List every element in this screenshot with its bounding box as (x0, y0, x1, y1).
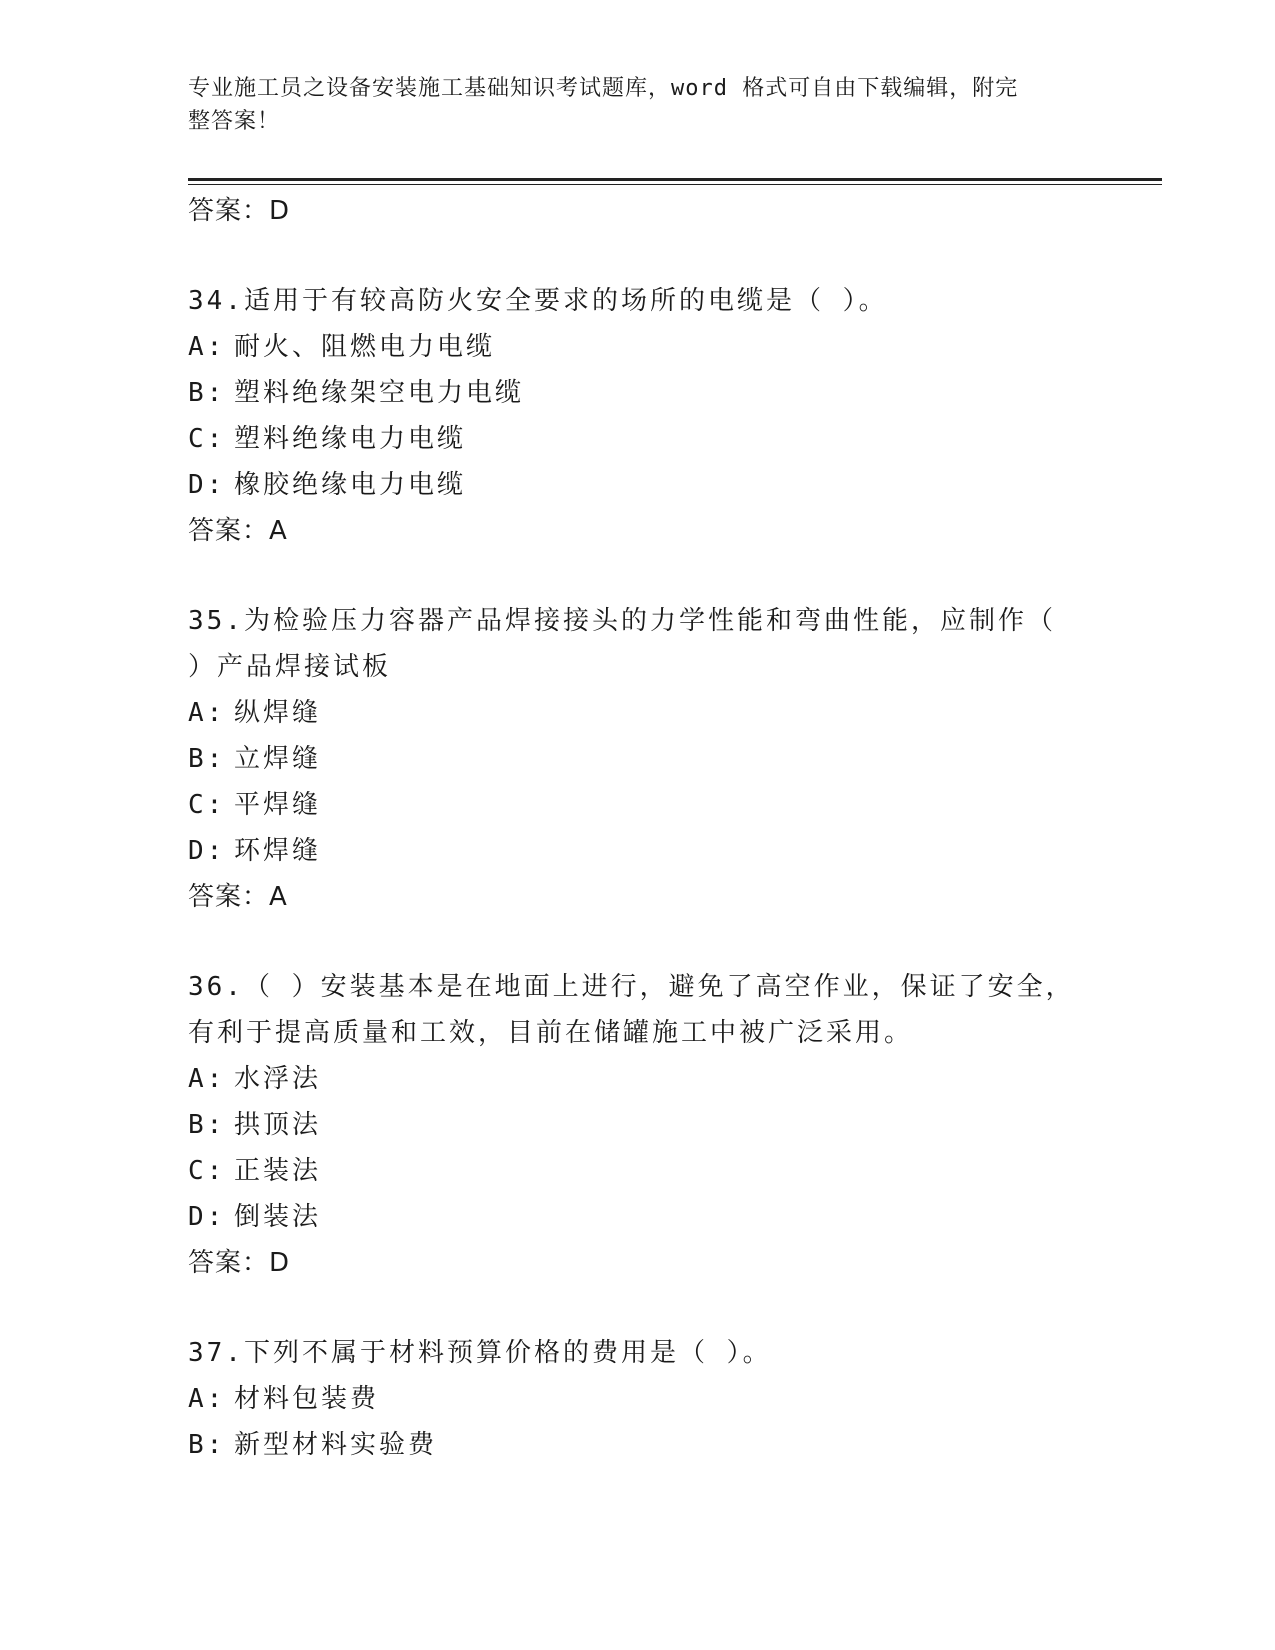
question-35 (188, 598, 1088, 920)
answer-line (188, 188, 1088, 234)
option-letter: B: (188, 1430, 226, 1460)
option-text: 环焊缝 (234, 836, 322, 866)
option-text: 新型材料实验费 (234, 1430, 438, 1460)
question-34 (188, 278, 1088, 554)
answer-line (188, 508, 1088, 554)
option-letter: B: (188, 744, 226, 774)
question-gap (188, 920, 1088, 964)
question-list (188, 188, 1088, 1468)
answer-value: D (269, 1248, 291, 1278)
answer-prefix: 答案： (188, 1248, 270, 1278)
answer-value: A (269, 516, 288, 546)
question-gap (188, 554, 1088, 598)
option-text: 纵焊缝 (234, 698, 322, 728)
question-text: 34.适用于有较高防火安全要求的场所的电缆是（ ）。 (188, 286, 888, 316)
option-a (188, 1376, 1088, 1422)
option-text: 材料包装费 (234, 1384, 380, 1414)
header-rule-thick (188, 178, 1162, 181)
option-b (188, 1422, 1088, 1468)
answer-value: D (269, 196, 291, 226)
header-rule-thin (188, 184, 1162, 185)
option-text: 橡胶绝缘电力电缆 (234, 470, 467, 500)
option-a (188, 324, 1088, 370)
option-d (188, 828, 1088, 874)
option-text: 立焊缝 (234, 744, 322, 774)
option-b (188, 1102, 1088, 1148)
question-text: 有利于提高质量和工效，目前在储罐施工中被广泛采用。 (188, 1018, 914, 1048)
answer-prefix: 答案： (188, 516, 270, 546)
option-a (188, 1056, 1088, 1102)
option-letter: A: (188, 332, 226, 362)
option-b (188, 736, 1088, 782)
option-letter: A: (188, 1384, 226, 1414)
option-letter: C: (188, 424, 226, 454)
option-letter: D: (188, 1202, 226, 1232)
option-c (188, 1148, 1088, 1194)
answer-prefix: 答案： (188, 882, 270, 912)
answer-prefix: 答案： (188, 196, 270, 226)
option-letter: C: (188, 1156, 226, 1186)
option-text: 正装法 (234, 1156, 322, 1186)
answer-value: A (269, 882, 288, 912)
option-c (188, 416, 1088, 462)
option-letter: D: (188, 836, 226, 866)
option-letter: B: (188, 378, 226, 408)
question-gap (188, 234, 1088, 278)
question-37 (188, 1330, 1088, 1468)
option-text: 塑料绝缘架空电力电缆 (234, 378, 525, 408)
option-text: 塑料绝缘电力电缆 (234, 424, 467, 454)
question-text: 37.下列不属于材料预算价格的费用是（ ）。 (188, 1338, 772, 1368)
answer-line (188, 874, 1088, 920)
option-letter: A: (188, 698, 226, 728)
option-text: 水浮法 (234, 1064, 322, 1094)
question-text: 35.为检验压力容器产品焊接接头的力学性能和弯曲性能，应制作（ (188, 606, 1056, 636)
option-text: 拱顶法 (234, 1110, 322, 1140)
option-text: 平焊缝 (234, 790, 322, 820)
question-text: 36.（ ）安装基本是在地面上进行，避免了高空作业，保证了安全， (188, 972, 1075, 1002)
document-header (188, 72, 1078, 138)
question-gap (188, 1286, 1088, 1330)
header-line-2: 整答案！ (188, 109, 281, 134)
option-text: 耐火、阻燃电力电缆 (234, 332, 496, 362)
option-letter: D: (188, 470, 226, 500)
question-36 (188, 964, 1088, 1286)
answer-line (188, 1240, 1088, 1286)
header-line-1: 专业施工员之设备安装施工基础知识考试题库，word 格式可自由下载编辑，附完 (188, 76, 1019, 101)
option-c (188, 782, 1088, 828)
option-d (188, 462, 1088, 508)
option-letter: A: (188, 1064, 226, 1094)
option-text: 倒装法 (234, 1202, 322, 1232)
question-text: ）产品焊接试板 (188, 652, 392, 682)
option-b (188, 370, 1088, 416)
option-d (188, 1194, 1088, 1240)
option-a (188, 690, 1088, 736)
option-letter: B: (188, 1110, 226, 1140)
option-letter: C: (188, 790, 226, 820)
